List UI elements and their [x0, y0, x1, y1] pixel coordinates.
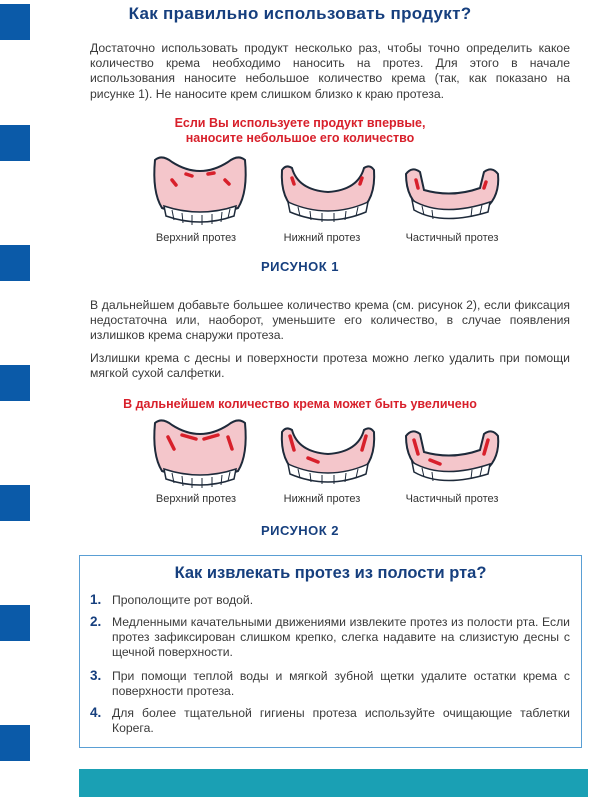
- side-tab: [0, 605, 30, 641]
- figure1-label: РИСУНОК 1: [260, 259, 340, 274]
- figure2-label: РИСУНОК 2: [260, 523, 340, 538]
- step-text: Для более тщательной гигиены протеза используйте очищающие таблетки Корега.: [112, 706, 570, 736]
- upper-denture-illustration: [150, 415, 250, 495]
- list-item: [90, 669, 570, 699]
- partial-denture-illustration: [402, 422, 502, 492]
- step-number: 3.: [90, 668, 102, 683]
- figure1-note-line2: наносите небольшое его количество: [185, 131, 415, 145]
- step-text: При помощи теплой воды и мягкой зубной щетки удалите остатки крема с поверхности протеза.: [112, 669, 570, 699]
- list-item: [90, 706, 570, 736]
- side-tab: [0, 365, 30, 401]
- figure2-note: В дальнейшем количество крема может быть увеличено: [123, 397, 477, 411]
- step-number: 1.: [90, 592, 102, 607]
- removal-instructions-box: [79, 555, 582, 748]
- step-text: Медленными качательными движениями извлеките протез из полости рта. Если протез зафиксирован слишком крепко, слегка надавите на слизистую десны с щечной поверхности.: [112, 615, 570, 660]
- paragraph-2: В дальнейшем добавьте большее количество крема (см. рисунок 2), если фиксация недостаточна или, наоборот, уменьшите его количество, в случае появления излишков крема снаружи протеза.: [90, 298, 570, 343]
- side-tab: [0, 725, 30, 761]
- lower-denture-illustration: [278, 422, 378, 492]
- page-title: Как правильно использовать продукт?: [128, 4, 472, 23]
- removal-title: Как извлекать протез из полости рта?: [174, 564, 487, 582]
- step-number: 4.: [90, 705, 102, 720]
- figure1-note-line1: Если Вы используете продукт впервые,: [174, 116, 426, 130]
- partial-denture-illustration: [402, 160, 502, 230]
- list-item: [90, 615, 570, 661]
- list-item: [90, 593, 570, 608]
- upper-denture-illustration: [150, 152, 250, 232]
- caption-upper: Верхний протез: [155, 493, 237, 505]
- caption-upper: Верхний протез: [155, 232, 237, 244]
- step-number: 2.: [90, 614, 102, 629]
- caption-lower: Нижний протез: [283, 232, 361, 244]
- caption-lower: Нижний протез: [283, 493, 361, 505]
- step-text: Прополощите рот водой.: [112, 593, 254, 607]
- paragraph-3: Излишки крема с десны и поверхности протеза можно легко удалить при помощи мягкой сухой салфетки.: [90, 351, 570, 381]
- intro-paragraph: Достаточно использовать продукт несколько раз, чтобы точно определить какое количество крема необходимо наносить на протез. Для этого в начале использования наносите небольшое количество крема (так, как показано на рисунке 1). Не наносите крем слишком близко к краю протеза.: [90, 41, 570, 101]
- lower-denture-illustration: [278, 160, 378, 230]
- side-tab: [0, 485, 30, 521]
- caption-partial: Частичный протез: [405, 232, 499, 244]
- caption-partial: Частичный протез: [405, 493, 499, 505]
- footer-bar: [79, 769, 588, 797]
